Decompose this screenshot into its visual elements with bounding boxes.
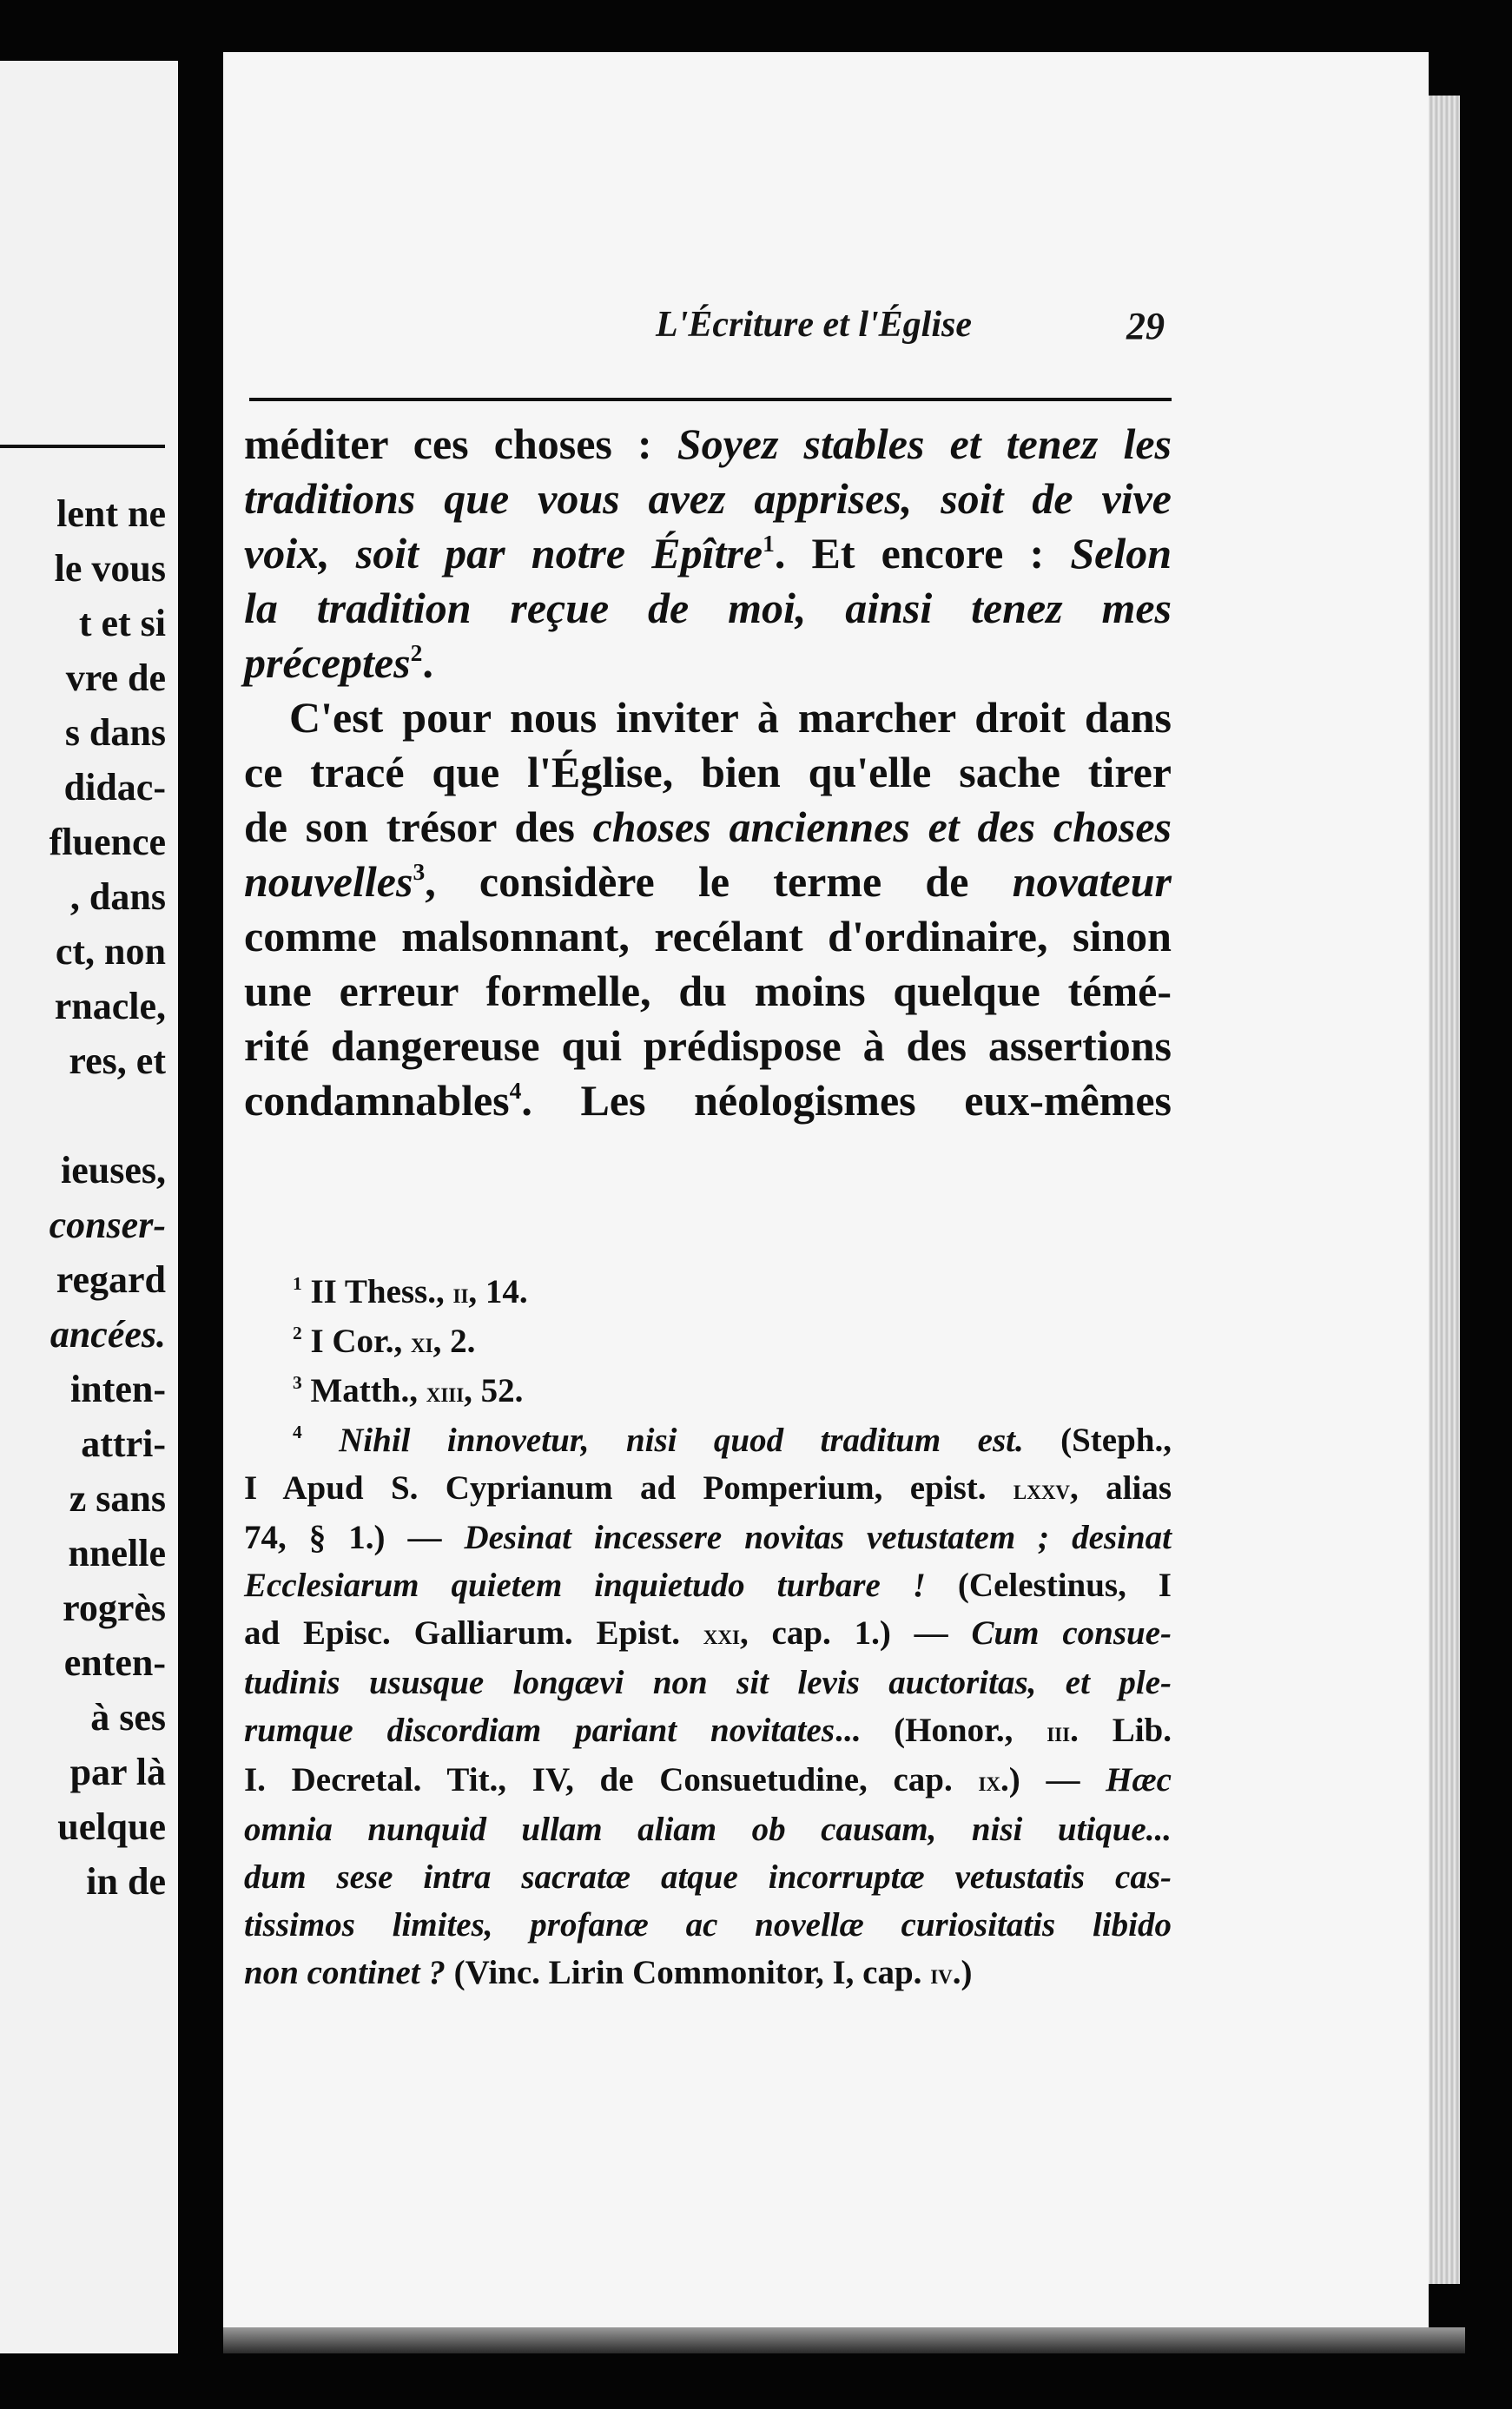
text-run: de son trésor des xyxy=(244,802,593,851)
footnote-line: tissimos limites, profanæ ac novellæ curiositatis libido xyxy=(244,1906,1172,1944)
left-page-line: uelque xyxy=(57,1805,166,1848)
left-facing-page xyxy=(0,61,178,2353)
footnote-text: , 14. xyxy=(468,1273,528,1310)
footnote-text: I Cor., xyxy=(301,1323,412,1360)
footnote-line xyxy=(244,1609,1172,1659)
footnote-line xyxy=(244,1514,1172,1561)
footnote-line xyxy=(244,1949,1172,1998)
left-page-line: conser- xyxy=(49,1204,166,1246)
footnote-line xyxy=(244,1756,1172,1805)
footnote-text: ii xyxy=(452,1277,469,1310)
footnote-text: (Vinc. Lirin Commonitor, I, cap. xyxy=(445,1954,931,1991)
text-line xyxy=(244,1073,1172,1128)
left-page-line: in de xyxy=(86,1860,166,1903)
footnote-line xyxy=(244,1561,1172,1609)
footnote-1 xyxy=(244,1268,1172,1317)
text-line: la tradition reçue de moi, ainsi tenez mes xyxy=(244,584,1172,632)
left-page-line: lent ne xyxy=(56,492,166,535)
footnote-line xyxy=(244,1416,1172,1464)
footnote-text: .) — xyxy=(1000,1761,1106,1798)
footnote-ref-1[interactable]: 1 xyxy=(763,529,775,557)
footnote-text: non continet ? xyxy=(244,1954,446,1991)
left-page-line: nnelle xyxy=(68,1532,166,1574)
text-run: méditer ces choses : xyxy=(244,419,677,468)
footnote-text: xi xyxy=(411,1327,433,1359)
book-page xyxy=(223,52,1429,2327)
left-page-line: ancées. xyxy=(50,1313,166,1356)
text-line: rité dangereuse qui prédispose à des assertions xyxy=(244,1021,1172,1070)
left-page-line: inten- xyxy=(61,1368,166,1410)
quote-run: nouvelles xyxy=(244,857,413,906)
left-page-line: rnacle, xyxy=(54,985,166,1027)
left-page-line: z sans xyxy=(69,1477,166,1520)
footnote-text: ix xyxy=(978,1766,1000,1798)
text-line: comme malsonnant, recélant d'ordinaire, sinon xyxy=(244,912,1172,960)
footnote-text: II Thess., xyxy=(301,1273,453,1310)
page-edge xyxy=(1429,96,1460,2284)
footnote-text: .) xyxy=(952,1954,973,1991)
left-page-line: t et si xyxy=(78,602,166,644)
left-page-line: res, et xyxy=(69,1040,166,1082)
footnote-text: , cap. 1.) — xyxy=(739,1614,972,1652)
quote-run: Soyez stables et tenez les xyxy=(677,419,1172,468)
left-page-line: rogrès xyxy=(63,1587,166,1629)
left-page-line xyxy=(50,1088,166,1143)
footnote-text: Cum consue- xyxy=(971,1614,1172,1652)
text-run: . Les néologismes eux-mêmes xyxy=(521,1076,1172,1125)
footnote-text: lxxv xyxy=(1013,1474,1071,1506)
footnote-line: omnia nunquid ullam aliam ob causam, nisi utique... xyxy=(244,1811,1172,1848)
footnote-text: I. Decretal. Tit., IV, de Consuetudine, cap. xyxy=(244,1761,979,1798)
footnote-text: . Lib. xyxy=(1070,1712,1172,1749)
text-line: traditions que vous avez apprises, soit de vive xyxy=(244,474,1172,523)
footnote-line: tudinis ususque longævi non sit levis auctoritas, et ple- xyxy=(244,1664,1172,1701)
left-page-line: ct, non xyxy=(55,930,166,973)
text-line xyxy=(244,417,1172,472)
left-page-line: vre de xyxy=(65,657,166,699)
left-page-line: fluence xyxy=(49,821,166,863)
footnote-2 xyxy=(244,1317,1172,1367)
left-page-line: le vous xyxy=(54,547,166,590)
book-gutter xyxy=(178,52,223,2362)
footnote-text: , 52. xyxy=(464,1372,524,1409)
footnote-text: Desinat incessere novitas vetustatem ; desinat xyxy=(464,1519,1172,1556)
text-run: condamnables xyxy=(244,1076,510,1125)
footnote-text: , 2. xyxy=(432,1323,476,1360)
footnote-line xyxy=(244,1464,1172,1514)
left-page-rule xyxy=(0,445,165,448)
quote-run: voix, soit par notre Épître xyxy=(244,529,763,578)
footnote-text: ad Episc. Galliarum. Epist. xyxy=(244,1614,703,1652)
text-line: une erreur formelle, du moins quelque témé- xyxy=(244,967,1172,1015)
quote-run: novateur xyxy=(1012,857,1172,906)
left-page-line: attri- xyxy=(71,1422,166,1465)
footnote-text: , alias xyxy=(1070,1469,1172,1507)
left-page-text xyxy=(50,486,166,1909)
footnote-text: (Celestinus, I xyxy=(925,1567,1172,1604)
footnote-text: Ecclesiarum quietem inquietudo turbare ! xyxy=(244,1567,926,1604)
footnote-line xyxy=(244,1706,1172,1756)
footnote-text: Matth., xyxy=(301,1372,426,1409)
footnote-text: Hæc xyxy=(1106,1761,1172,1798)
text-line xyxy=(244,855,1172,909)
footnote-text: I Apud S. Cyprianum ad Pomperium, epist. xyxy=(244,1469,1014,1507)
text-run: , considère le terme de xyxy=(425,857,1013,906)
footnote-text: xxi xyxy=(703,1619,740,1651)
text-run: . xyxy=(422,638,433,687)
footnote-ref-3[interactable]: 3 xyxy=(413,857,426,885)
running-title: L'Écriture et l'Église xyxy=(656,305,972,345)
footnote-line: dum sese intra sacratæ atque incorruptæ vetustatis cas- xyxy=(244,1858,1172,1896)
left-page-line: didac- xyxy=(54,766,166,808)
text-line xyxy=(244,636,1172,690)
page-number: 29 xyxy=(1126,305,1165,347)
footnote-text: ... (Honor., xyxy=(835,1712,1047,1749)
page-bottom-shadow xyxy=(223,2327,1465,2353)
text-run: . Et encore : xyxy=(774,529,1071,578)
left-page-line: à ses xyxy=(81,1696,166,1739)
left-page-line: enten- xyxy=(63,1641,166,1684)
text-line xyxy=(244,800,1172,855)
left-page-line: , dans xyxy=(69,875,166,918)
footnotes xyxy=(244,1268,1172,1998)
quote-run: Selon xyxy=(1070,529,1172,578)
left-page-line: par là xyxy=(69,1751,166,1793)
footnote-ref-4[interactable]: 4 xyxy=(509,1076,522,1104)
quote-run: préceptes xyxy=(244,638,411,687)
text-line: C'est pour nous inviter à marcher droit dans xyxy=(289,693,1172,742)
footnote-text: (Steph., xyxy=(1023,1422,1172,1459)
footnote-mark: 3 xyxy=(293,1372,302,1393)
footnote-mark: 1 xyxy=(293,1273,302,1294)
footnote-ref-2[interactable]: 2 xyxy=(410,638,423,666)
footnote-text: iv xyxy=(930,1958,953,1990)
header-rule xyxy=(249,398,1172,401)
footnote-text: 74, § 1.) — xyxy=(244,1519,465,1556)
text-line: ce tracé que l'Église, bien qu'elle sache tirer xyxy=(244,748,1172,796)
footnote-text: iii xyxy=(1047,1716,1071,1748)
footnote-text: rumque discordiam pariant novitates xyxy=(244,1712,835,1749)
left-page-line: s dans xyxy=(64,711,166,754)
quote-run: choses anciennes et des choses xyxy=(592,802,1172,851)
text-line xyxy=(244,526,1172,581)
footnote-3 xyxy=(244,1367,1172,1416)
footnote-4 xyxy=(244,1416,1172,1998)
footnote-text: xiii xyxy=(426,1376,465,1409)
footnote-text: Nihil innovetur, nisi quod traditum est. xyxy=(301,1422,1024,1459)
main-text xyxy=(244,417,1172,1128)
footnote-mark: 2 xyxy=(293,1323,302,1343)
left-page-line: regard xyxy=(56,1258,166,1301)
footnote-mark: 4 xyxy=(293,1422,302,1442)
left-page-line: ieuses, xyxy=(61,1149,166,1191)
